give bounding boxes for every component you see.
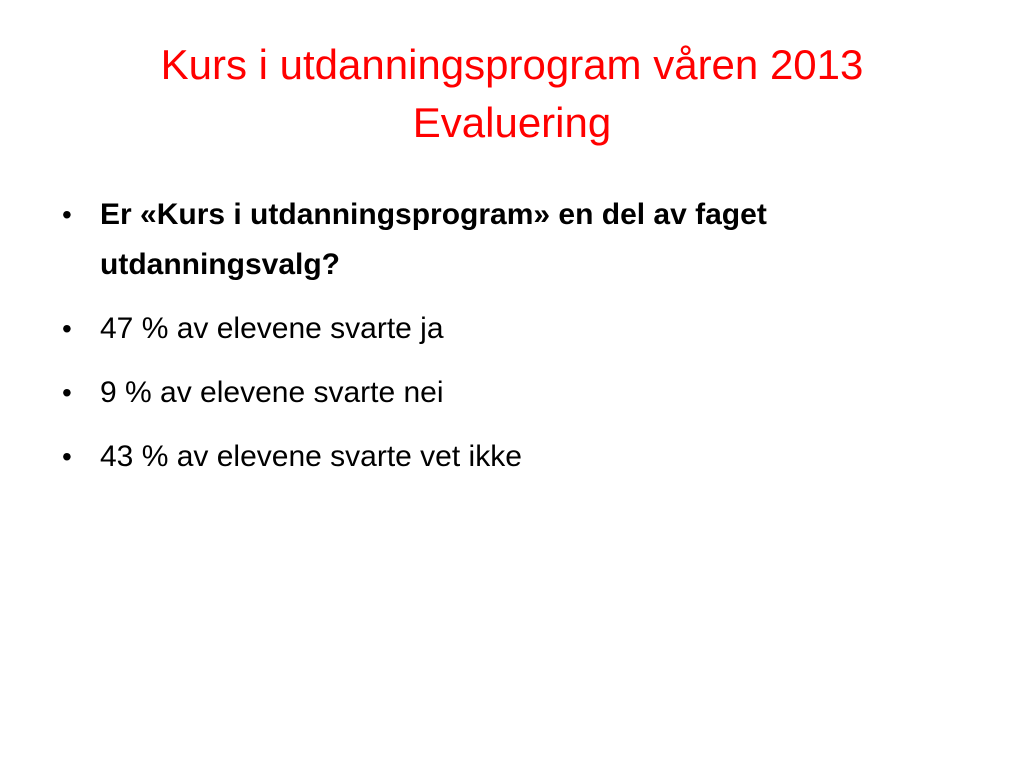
bullet-item-dont-know (60, 432, 960, 482)
slide-title (40, 36, 984, 152)
bullet-icon: • (62, 313, 72, 344)
title-line-2: Evaluering (412, 99, 612, 146)
bullet-icon: • (62, 199, 72, 230)
bullet-item-question (60, 190, 960, 290)
bullet-list (60, 190, 960, 496)
bullet-text: 43 % av elevene svarte vet ikke (100, 440, 522, 473)
bullet-text: Er «Kurs i utdanningsprogram» en del av faget utdanningsvalg? (100, 198, 767, 281)
bullet-text: 47 % av elevene svarte ja (100, 312, 444, 345)
bullet-icon: • (62, 441, 72, 472)
bullet-icon: • (62, 377, 72, 408)
title-line-1: Kurs i utdanningsprogram våren 2013 (160, 41, 864, 88)
bullet-text: 9 % av elevene svarte nei (100, 376, 444, 409)
bullet-item-yes (60, 304, 960, 354)
bullet-item-no (60, 368, 960, 418)
